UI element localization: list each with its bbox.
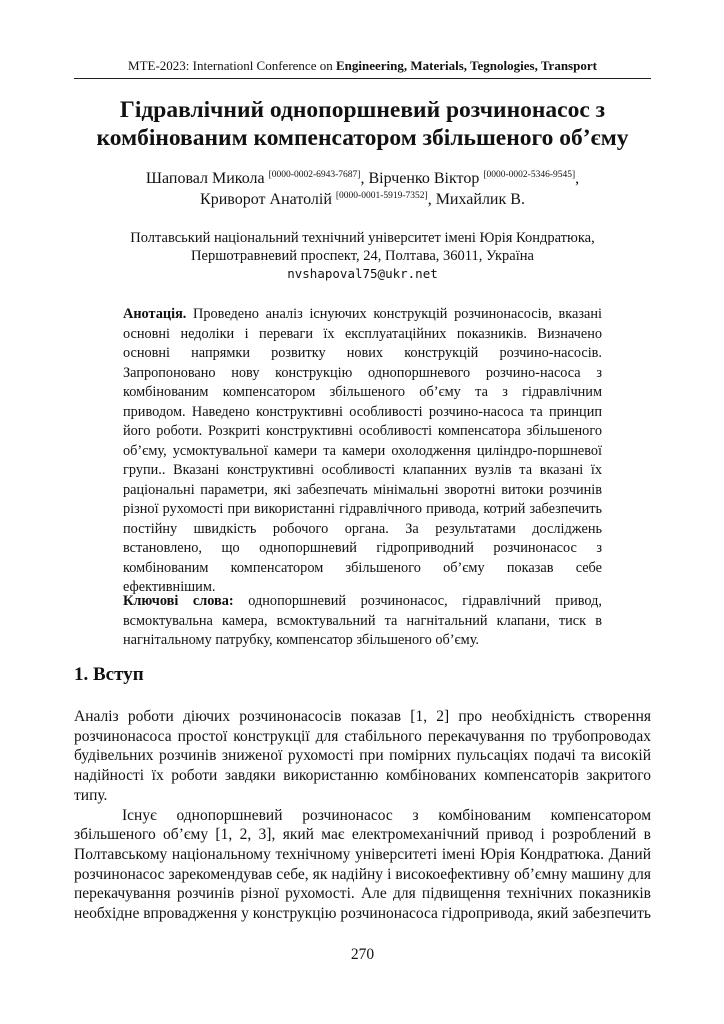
abstract bbox=[123, 305, 602, 598]
body-paragraph: Аналіз роботи діючих розчинонасосів показав [1, 2] про необхідність створення розчинонасоса простої конструкції для стабільного перекачування по трубопроводах будівельних розчинів зниженої рухомості при помірних пульсаціях подачі та високій надійності їх роботи завдяки використанню комбінованих компенсаторів закритого типу. bbox=[74, 708, 651, 804]
author-name: Вірченко Віктор bbox=[368, 170, 480, 187]
authors-line-2: Криворот Анатолій [0000-0001-5919-7352], Михайлик В. bbox=[200, 191, 525, 208]
author-name: Шаповал Микола bbox=[145, 170, 265, 187]
keywords bbox=[123, 592, 602, 651]
section-heading: 1. Вступ bbox=[74, 664, 144, 685]
author-email: nvshapoval75@ukr.net bbox=[287, 266, 438, 281]
title-line-2: комбінованим компенсатором збільшеного об’єму bbox=[96, 125, 629, 151]
abstract-label: Анотація. bbox=[123, 306, 187, 322]
paper-title bbox=[74, 96, 651, 152]
body-text bbox=[74, 707, 651, 924]
author-list bbox=[74, 168, 651, 210]
author-orcid: [0000-0002-5346-9545] bbox=[483, 170, 576, 180]
keywords-text: однопоршневий розчинонасос, гідравлічний привод, всмоктувальна камера, всмоктувальний та нагнітальний клапани, тиск в нагнітальному патрубку, компенсатор збільшеного об’єму. bbox=[123, 593, 602, 648]
header-prefix: MTE-2023: Internationl Conference on bbox=[128, 58, 336, 73]
authors-line-1: Шаповал Микола [0000-0002-6943-7687], Вірченко Віктор [0000-0002-5346-9545], bbox=[145, 170, 580, 187]
author-orcid: [0000-0002-6943-7687] bbox=[268, 170, 361, 180]
affiliation bbox=[74, 229, 651, 283]
header-conference-topics: Engineering, Materials, Tegnologies, Transport bbox=[335, 58, 597, 73]
running-header bbox=[74, 58, 651, 74]
author-orcid: [0000-0001-5919-7352] bbox=[335, 191, 428, 201]
affiliation-line-1: Полтавський національний технічний університет імені Юрія Кондратюка, bbox=[130, 230, 595, 246]
abstract-text: Проведено аналіз існуючих конструкцій розчинонасосів, вказані основні недоліки і переваги їх експлуатаційних показників. Визначено основні напрямки розвитку нових конструкцій розчино-насосів. Запропоновано нову конструкцію однопоршневого розчино-насоса з комбінованим компенсатором збільшеного об’єму та з гідравлічним приводом. Наведено конструктивні особливості розчино-насоса та принцип його роботи. Розкриті конструктивні особливості компенсатора збільшеного об’єму, усмоктувальної камери та камери охолодження циліндро-поршневої групи.. Вказані конструктивні особливості клапанних вузлів та вказані їх раціональні параметри, які забезпечать мінімальні зворотні витоки розчинів різної рухомості при використанні гідравлічного привода, котрий забезпечить постійну швидкість робочого органа. За результатами досліджень встановлено, що однопоршневий гідроприводний розчинонасос з комбінованим компенсатором збільшеного об’єму показав себе ефективнішим. bbox=[123, 306, 602, 595]
title-line-1: Гідравлічний однопоршневий розчинонасос з bbox=[119, 97, 606, 123]
author-name: Криворот Анатолій bbox=[200, 191, 332, 208]
header-rule bbox=[74, 78, 651, 79]
keywords-label: Ключові слова: bbox=[123, 593, 234, 609]
author-name: Михайлик В. bbox=[435, 191, 525, 208]
affiliation-line-2: Першотравневий проспект, 24, Полтава, 36011, Україна bbox=[191, 248, 534, 264]
body-paragraph: Існує однопоршневий розчинонасос з комбінованим компенсатором збільшеного об’єму [1, 2, 3], який має електромеханічний привод і розроблений в Полтавському національному технічному університеті імені Юрія Кондратюка. Даний розчинонасос зарекомендував себе, як надійну і високоефективну об’ємну машину для перекачування розчинів різної рухомості. Але для підвищення технічних показників необхідне впровадження у конструкцію розчинонасоса гідропривода, який забезпечить bbox=[74, 806, 651, 923]
page-number: 270 bbox=[350, 946, 375, 963]
